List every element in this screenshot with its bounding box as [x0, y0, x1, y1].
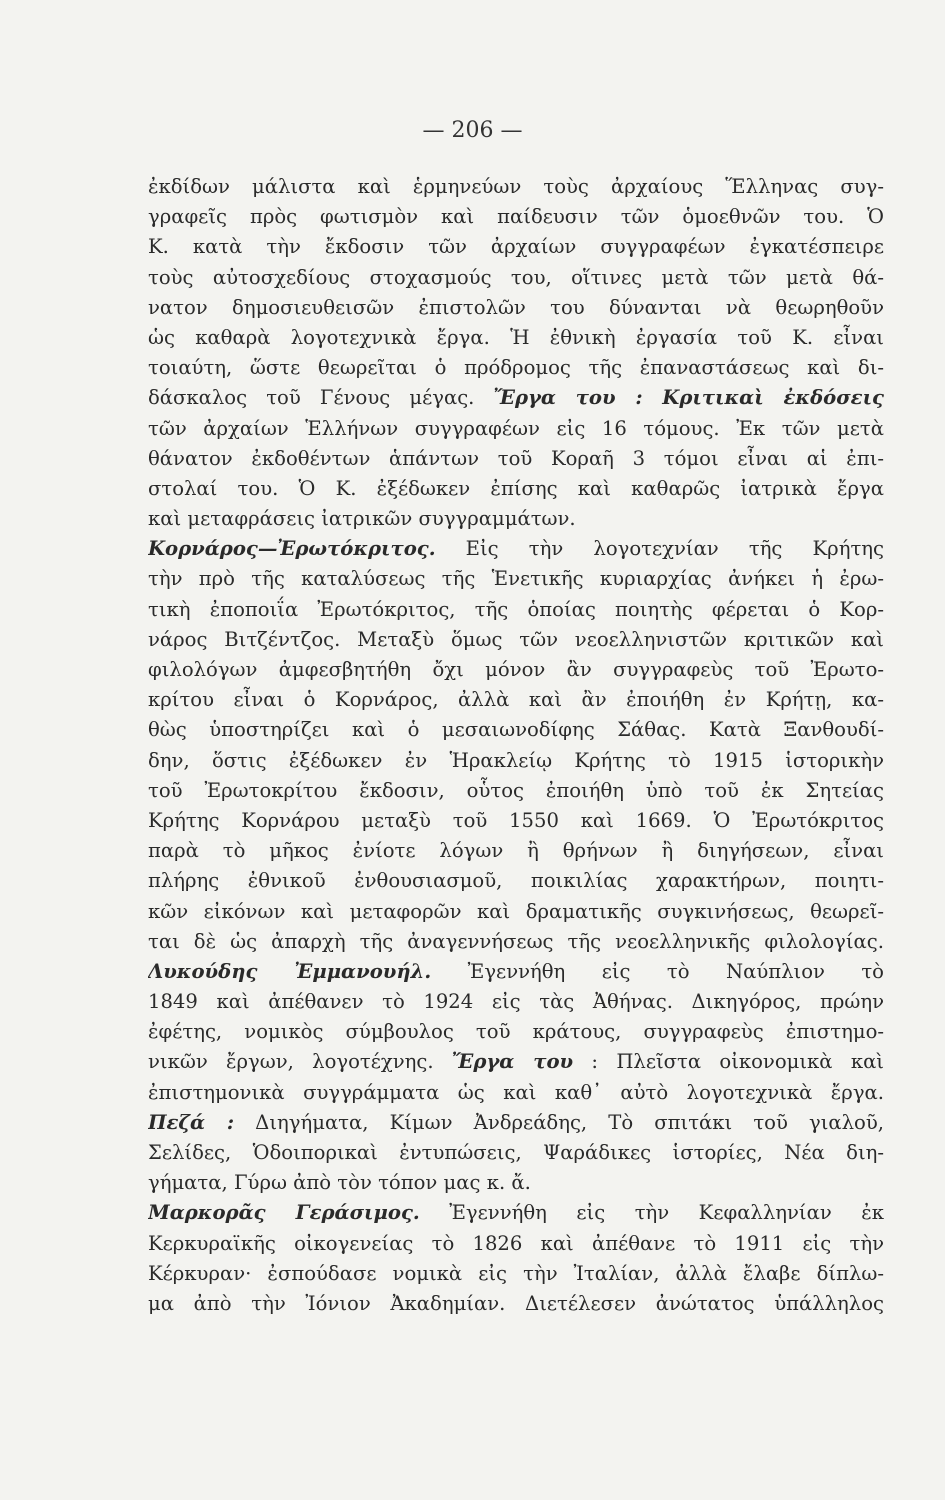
text-line: [148, 685, 884, 715]
text-run: Σελίδες, Ὁδοιπορικαὶ ἐντυπώσεις, Ψαράδικες ἱστορίες, Νέα διη-: [148, 1141, 884, 1164]
entry-heading: Κορνάρος—Ἐρωτόκριτος.: [148, 537, 436, 561]
text-run: Κέρκυραν· ἐσπούδασε νομικὰ εἰς τὴν Ἰταλίαν, ἀλλὰ ἔλαβε δίπλω-: [148, 1261, 884, 1285]
page-number: — 206 —: [422, 118, 523, 143]
text-line: [148, 897, 884, 927]
text-line: [148, 1017, 884, 1047]
text-run: κῶν εἰκόνων καὶ μεταφορῶν καὶ δραματικῆς συγκινήσεως, θεωρεῖ-: [148, 899, 884, 923]
text-run: Κ. κατὰ τὴν ἔκδοσιν τῶν ἀρχαίων συγγραφέων ἐγκατέσπειρε: [148, 235, 884, 259]
text-run: τὴν πρὸ τῆς καταλύσεως τῆς Ἑνετικῆς κυριαρχίας ἀνήκει ἡ ἐρω-: [148, 567, 884, 591]
text-run: τοιαύτη, ὥστε θεωρεῖται ὁ πρόδρομος τῆς ἐπαναστάσεως καὶ δι-: [148, 356, 884, 380]
text-run: στολαί του. Ὁ Κ. ἐξέδωκεν ἐπίσης καὶ καθαρῶς ἰατρικὰ ἔργα: [148, 476, 884, 500]
text-line: [148, 263, 884, 293]
text-line: [148, 987, 884, 1017]
text-run: ται δὲ ὡς ἀπαρχὴ τῆς ἀναγεννήσεως τῆς νεοελληνικῆς φιλολογίας.: [148, 929, 884, 953]
text-run: νάρος Βιτζέντζος. Μεταξὺ ὅμως τῶν νεοελληνιστῶν κριτικῶν καὶ: [148, 627, 884, 651]
text-run: καὶ μεταφράσεις ἰατρικῶν συγγραμμάτων.: [148, 507, 576, 531]
text-line: [148, 1108, 884, 1138]
text-run: μα ἀπὸ τὴν Ἰόνιον Ἀκαδημίαν. Διετέλεσεν ἀνώτατος ὑπάλληλος: [148, 1291, 884, 1315]
text-run: κρίτου εἶναι ὁ Κορνάρος, ἀλλὰ καὶ ἂν ἐποιήθη ἐν Κρήτῃ, κα-: [148, 688, 884, 712]
text-line: [148, 715, 884, 745]
text-run: δάσκαλος τοῦ Γένους μέγας.: [148, 386, 494, 410]
text-line: [148, 383, 884, 413]
text-line: [148, 534, 884, 564]
text-run: πλήρης ἐθνικοῦ ἐνθουσιασμοῦ, ποικιλίας χαρακτήρων, ποιητι-: [148, 869, 884, 893]
text-line: [148, 474, 884, 504]
entry-heading: Λυκούδης Ἐμμανουήλ.: [148, 959, 432, 983]
text-run: ἐκδίδων μάλιστα καὶ ἑρμηνεύων τοὺς ἀρχαίους Ἕλληνας συγ-: [148, 175, 884, 198]
text-line: [148, 866, 884, 896]
text-line: [148, 1289, 884, 1319]
text-run: γήματα, Γύρω ἀπὸ τὸν τόπον μας κ. ἄ.: [148, 1171, 531, 1195]
text-line: [148, 1198, 884, 1228]
text-line: [148, 1259, 884, 1289]
text-line: [148, 504, 884, 534]
text-line: [148, 564, 884, 594]
text-line: [148, 323, 884, 353]
text-line: [148, 776, 884, 806]
text-run: τοῦ Ἐρωτοκρίτου ἔκδοσιν, οὗτος ἐποιήθη ὑπὸ τοῦ ἐκ Σητείας: [148, 778, 884, 802]
text-run: φιλολόγων ἀμφεσβητήθη ὄχι μόνον ἂν συγγραφεὺς τοῦ Ἐρωτο-: [148, 658, 884, 681]
text-line: [148, 625, 884, 655]
text-run: ἐφέτης, νομικὸς σύμβουλος τοῦ κράτους, συγγραφεὺς ἐπιστημο-: [148, 1020, 884, 1044]
text-run: θάνατον ἐκδοθέντων ἁπάντων τοῦ Κοραῆ 3 τόμοι εἶναι αἱ ἐπι-: [148, 446, 884, 470]
text-run: 1849 καὶ ἀπέθανεν τὸ 1924 εἰς τὰς Ἀθήνας. Δικηγόρος, πρώην: [148, 990, 884, 1014]
text-run: Ἐγεννήθη εἰς τὸ Ναύπλιον τὸ: [431, 959, 884, 983]
text-line: [148, 595, 884, 625]
text-line: [148, 353, 884, 383]
entry-heading: Μαρκορᾶς Γεράσιμος.: [148, 1201, 420, 1225]
text-line: [148, 806, 884, 836]
text-run: Κρήτης Κορνάρου μεταξὺ τοῦ 1550 καὶ 1669. Ὁ Ἐρωτόκριτος: [148, 808, 884, 832]
text-line: [148, 293, 884, 323]
entry-heading: Πεζά :: [148, 1110, 235, 1134]
text-run: νατον δημοσιευθεισῶν ἐπιστολῶν του δύνανται νὰ θεωρηθοῦν: [148, 295, 884, 319]
body-text: [148, 172, 884, 1319]
text-run: ἐπιστημονικὰ συγγράμματα ὡς καὶ καθ᾽ αὐτὸ λογοτεχνικὰ ἔργα.: [148, 1080, 884, 1104]
text-run: τῶν ἀρχαίων Ἑλλήνων συγγραφέων εἰς 16 τόμους. Ἐκ τῶν μετὰ: [148, 416, 884, 440]
text-line: [148, 1168, 884, 1198]
text-line: [148, 232, 884, 262]
text-run: δην, ὅστις ἐξέδωκεν ἐν Ἡρακλείῳ Κρήτης τὸ 1915 ἱστορικὴν: [148, 748, 884, 772]
text-line: [148, 1047, 884, 1077]
text-run: Διηγήματα, Κίμων Ἀνδρεάδης, Τὸ σπιτάκι τοῦ γιαλοῦ,: [234, 1110, 884, 1134]
text-run: τικὴ ἐποποιΐα Ἐρωτόκριτος, τῆς ὁποίας ποιητὴς φέρεται ὁ Κορ-: [148, 597, 884, 621]
text-line: [148, 172, 884, 202]
text-line: [148, 836, 884, 866]
text-run: Κερκυραϊκῆς οἰκογενείας τὸ 1826 καὶ ἀπέθανε τὸ 1911 εἰς τὴν: [148, 1231, 884, 1255]
text-line: [148, 414, 884, 444]
text-line: [148, 746, 884, 776]
text-line: [148, 1138, 884, 1168]
text-line: [148, 202, 884, 232]
text-line: [148, 655, 884, 685]
text-line: [148, 927, 884, 957]
text-run: Ἐγεννήθη εἰς τὴν Κεφαλληνίαν ἐκ: [419, 1201, 884, 1225]
text-run: γραφεῖς πρὸς φωτισμὸν καὶ παίδευσιν τῶν ὁμοεθνῶν του. Ὁ: [148, 205, 884, 229]
text-run: τοὺς αὐτοσχεδίους στοχασμούς του, οἵτινες μετὰ τῶν μετὰ θά-: [148, 265, 884, 289]
text-run: παρὰ τὸ μῆκος ἐνίοτε λόγων ἢ θρήνων ἢ διηγήσεων, εἶναι: [148, 839, 884, 863]
text-line: [148, 1229, 884, 1259]
text-run: νικῶν ἔργων, λογοτέχνης.: [148, 1050, 452, 1074]
text-run: ὡς καθαρὰ λογοτεχνικὰ ἔργα. Ἡ ἐθνικὴ ἐργασία τοῦ Κ. εἶναι: [148, 325, 884, 349]
entry-heading: Ἔργα του : Κριτικαὶ ἐκδόσεις: [493, 386, 884, 410]
text-line: [148, 1078, 884, 1108]
entry-heading: Ἔργα του: [451, 1050, 574, 1074]
text-line: [148, 957, 884, 987]
text-line: [148, 444, 884, 474]
text-run: θὼς ὑποστηρίζει καὶ ὁ μεσαιωνοδίφης Σάθας. Κατὰ Ξανθουδί-: [148, 718, 884, 742]
text-run: : Πλεῖστα οἰκονομικὰ καὶ: [573, 1050, 884, 1074]
text-run: Εἰς τὴν λογοτεχνίαν τῆς Κρήτης: [435, 537, 884, 561]
